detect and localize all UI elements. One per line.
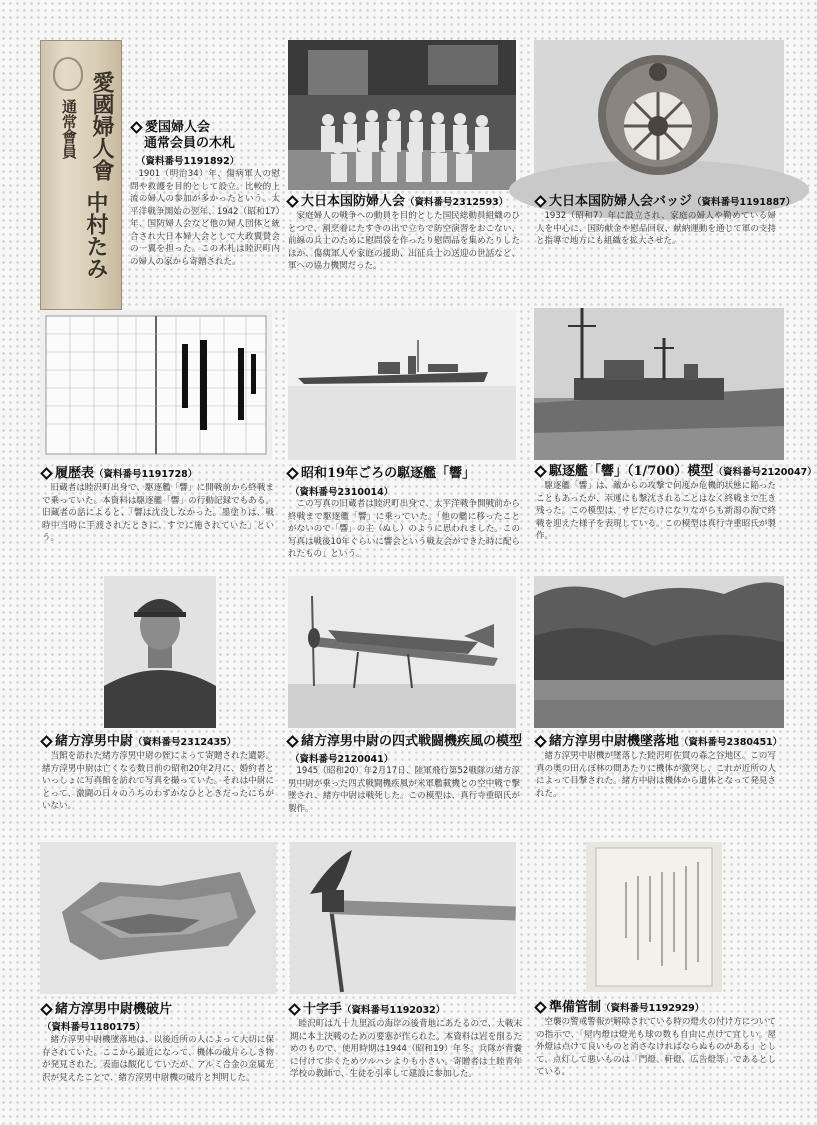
- item-title: 緒方淳男中尉機破片: [40, 1002, 172, 1017]
- item-title: 準備管制（資料番号1192929）: [534, 1000, 704, 1016]
- item-body: 空襲の警戒警報が解除されている時の燈火の付け方についての指示で、「屋内燈は燈光も球の数も自由に点けて宜しい。屋外燈は点けて良いものと消さなければならぬものがある」として、点灯して悪いものは「門燈、軒燈、広告燈等」であるとしている。: [536, 1017, 776, 1077]
- item-title: 十字手（資料番号1192032）: [288, 1002, 445, 1018]
- diamond-icon: [288, 1003, 301, 1016]
- document-photo: [586, 842, 722, 992]
- diamond-icon: [534, 1001, 547, 1014]
- item-body: 緒方淳男中尉機墜落地は、以後近所の人によって大切に保存されていた。ここから最近になって、機体の破片らしき物が発見された。表面は酸化していたが、アルミ合金の金属光沢が見えたことで、緒方淳男中尉機の破片と判明した。: [42, 1035, 274, 1083]
- item-body: 緒方淳男中尉機が墜落した睦沢町佐貫の森之谷地区。この写真の奥の田んぼ林の間あたりに機体が激突し、これが近所の人によって目撃された。緒方中尉は機体から遺体となって発見された。: [536, 751, 776, 799]
- item-ref: （資料番号2310014）: [290, 487, 394, 498]
- women-group-photo: [288, 40, 516, 190]
- item-body: 旧蔵者は睦沢町出身で、駆逐艦「響」に開戦前から終戦まで乗っていた。本資料は駆逐艦「響」の行動記録でもある。旧蔵者の話によると、「響は沈没しなかった。墨塗りは、戦時中当時に手渡されたときに、すでに施されていた」という。: [42, 483, 274, 543]
- pickaxe-photo: [290, 842, 516, 994]
- item-title: 緒方淳男中尉機墜落地（資料番号2380451）: [534, 734, 782, 750]
- item-body: 家庭婦人の戦争への動員を目的とした国民総動員組織のひとつで、割烹着にたすきの出で立ちで防空演習をおこない、前線の兵士のために慰問袋を作ったり慰問品を集めたりしたほか、傷痍軍人や家庭の援助、出征兵士の送迎の世話など、軍への協力機関だった。: [288, 211, 520, 271]
- diamond-icon: [534, 735, 547, 748]
- item-title: 緒方淳男中尉の四式戦闘機疾風の模型: [286, 734, 522, 749]
- destroyer-model-photo: [534, 308, 784, 460]
- item-title: 駆逐艦「響」（1/700）模型（資料番号2120047）: [534, 464, 817, 480]
- diamond-icon: [534, 195, 547, 208]
- diamond-icon: [534, 465, 547, 478]
- item-body: 1901（明治34）年、傷病軍人の慰問や救護を目的として設立。比較的上流の婦人の参加が多かったという。太平洋戦争開始の翌年、1942（昭和17）年、国防婦人会など他の婦人団体と統合され大日本婦人会として大政翼賛会の一翼を担った。この木札は睦沢町内の婦人の家から寄贈された。: [130, 169, 280, 267]
- item-title: 愛国婦人会: [130, 120, 210, 135]
- badge-photo: [534, 40, 784, 190]
- diamond-icon: [286, 195, 299, 208]
- item-body: この写真の旧蔵者は睦沢町出身で、太平洋戦争開戦前から終戦まで駆逐艦「響」に乗っていた。「他の艦に移ったことがないので「響」の主（ぬし）のように思われました。この写真は戦後10年ぐらいに響会という戦友会ができた時に配られたもの」という。: [288, 499, 520, 559]
- fragment-photo: [40, 842, 276, 994]
- destroyer-photo: [288, 310, 516, 460]
- item-title: 大日本国防婦人会（資料番号2312593）: [286, 194, 508, 210]
- diamond-icon: [40, 735, 53, 748]
- diamond-icon: [40, 467, 53, 480]
- diamond-icon: [286, 467, 299, 480]
- item-body: 睦沢町は九十九里浜の海岸の後背地にあたるので、大戦末期に本土決戦のための要塞が作られた。本資料は岩を削るためのもので、使用時期は1944（昭和19）年冬。兵隊が背嚢に付けて歩くためツルハシよりも小さい。寄贈者は土睦青年学校の教師で、生徒を引率して建設に参加した。: [290, 1019, 522, 1079]
- item-ref: （資料番号1191892）: [136, 156, 240, 167]
- item-body: 1945（昭和20）年2月17日、陸軍飛行第52戦隊の緒方淳男中尉が乗った四式戦闘機疾風が米軍艦載機との空中戦で撃墜され、緒方中尉は戦死した。この模型は、真行寺重昭氏が製作。: [288, 766, 520, 814]
- item-ref: （資料番号1180175）: [42, 1022, 146, 1033]
- item-title: 大日本国防婦人会バッジ（資料番号1191887）: [534, 194, 795, 210]
- wooden-tag-photo: [40, 40, 122, 310]
- fighter-model-photo: [288, 576, 516, 728]
- item-body: 当館を訪れた緒方淳男中尉の姪によって寄贈された遺影。緒方淳男中尉は亡くなる数日前の昭和20年2月に、婚約者といっしょに写真館を訪れて写真を撮っていた。それは中尉にとって、激闘の日々のうちのわずかなひとときだったにちがいない。: [42, 751, 274, 811]
- diamond-icon: [286, 735, 299, 748]
- crash-site-photo: [534, 576, 784, 728]
- tag-name-text: 中村たみ: [83, 191, 109, 279]
- seal-mark: [53, 57, 83, 91]
- item-body: 駆逐艦「響」は、敵からの攻撃で何度か危機的状態に陥ったこともあったが、幸運にも撃沈されることはなく終戦まで生き残った。この模型は、サビだらけになりながらも新潟の海で終戦を迎えた様子を表現している。この模型は真行寺重昭氏が製作。: [536, 481, 776, 541]
- tag-main-text: 愛國婦人會: [89, 71, 115, 181]
- tag-sub-text: 通常會員: [60, 99, 78, 159]
- diamond-icon: [40, 1003, 53, 1016]
- item-ref: （資料番号2120041）: [290, 754, 394, 765]
- item-title: 緒方淳男中尉（資料番号2312435）: [40, 734, 236, 750]
- item-title: 履歴表（資料番号1191728）: [40, 466, 197, 482]
- item-body: 1932（昭和7）年に設立され、家庭の婦人や勤めている婦人を中心に、国防献金や慰品回収、献納運動を通じて軍の支持と指導で地方にも組織を拡大させた。: [536, 211, 776, 246]
- record-book-photo: [40, 310, 272, 460]
- item-title: 昭和19年ごろの駆逐艦「響」: [286, 466, 475, 481]
- diamond-icon: [130, 121, 143, 134]
- item-title-2: 通常会員の木札: [144, 136, 236, 151]
- portrait-photo: [104, 576, 216, 728]
